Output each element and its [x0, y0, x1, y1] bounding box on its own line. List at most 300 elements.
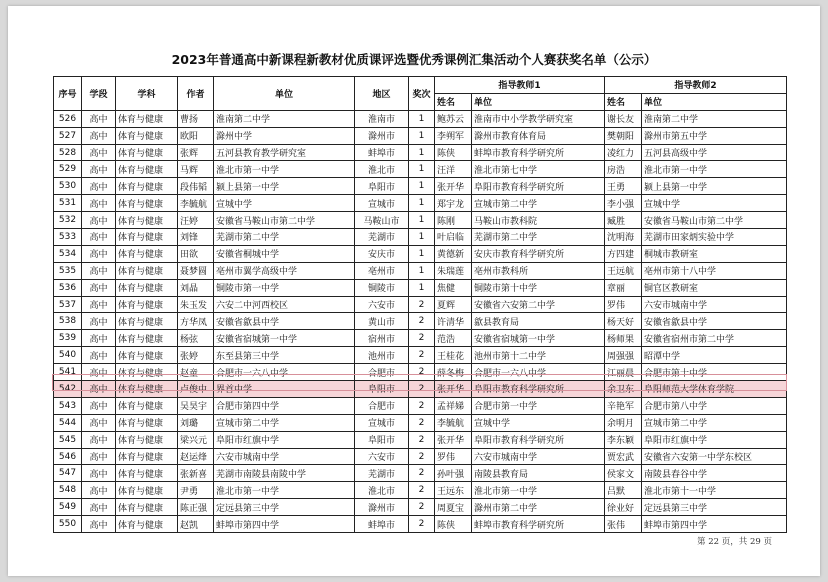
cell-subject: 体育与健康: [116, 161, 178, 178]
cell-mentor2-unit: 亳州市第十八中学: [642, 262, 787, 279]
cell-seq: 547: [54, 465, 82, 482]
cell-mentor1-name: 李朔军: [435, 127, 472, 144]
cell-mentor1-name: 薛冬梅: [435, 364, 472, 381]
cell-stage: 高中: [82, 245, 116, 262]
cell-mentor2-name: 周强强: [605, 347, 642, 364]
cell-mentor1-name: 孟祥娣: [435, 397, 472, 414]
cell-unit: 安徽省马鞍山市第二中学: [214, 212, 355, 229]
cell-mentor1-name: 许清华: [435, 313, 472, 330]
cell-region: 阜阳市: [355, 431, 409, 448]
cell-stage: 高中: [82, 330, 116, 347]
cell-mentor1-unit: 芜湖市第二中学: [472, 229, 605, 246]
cell-mentor1-unit: 歙县教育局: [472, 313, 605, 330]
cell-mentor1-unit: 滁州市第二中学: [472, 499, 605, 516]
table-row: [54, 144, 787, 161]
cell-subject: 体育与健康: [116, 127, 178, 144]
cell-award: 1: [409, 279, 435, 296]
cell-stage: 高中: [82, 381, 116, 398]
cell-mentor1-name: 陈刚: [435, 212, 472, 229]
cell-region: 铜陵市: [355, 279, 409, 296]
cell-mentor2-unit: 宣城中学: [642, 195, 787, 212]
cell-unit: 阜阳市红旗中学: [214, 431, 355, 448]
cell-unit: 合肥市第四中学: [214, 397, 355, 414]
cell-stage: 高中: [82, 347, 116, 364]
cell-stage: 高中: [82, 364, 116, 381]
cell-award: 1: [409, 212, 435, 229]
cell-award: 2: [409, 381, 435, 398]
cell-mentor2-unit: 颍上县第一中学: [642, 178, 787, 195]
cell-seq: 535: [54, 262, 82, 279]
col-subject: 学科: [116, 77, 178, 111]
cell-mentor2-name: 杨师果: [605, 330, 642, 347]
cell-mentor2-unit: 芜湖市田家炳实验中学: [642, 229, 787, 246]
cell-author: 赵运烽: [178, 448, 214, 465]
col-region: 地区: [355, 77, 409, 111]
cell-mentor1-name: 王桂花: [435, 347, 472, 364]
col-mentor2: 指导教师2: [605, 77, 787, 94]
cell-author: 赵童: [178, 364, 214, 381]
cell-stage: 高中: [82, 414, 116, 431]
cell-award: 1: [409, 127, 435, 144]
cell-unit: 安徽省桐城中学: [214, 245, 355, 262]
cell-seq: 548: [54, 482, 82, 499]
cell-mentor1-name: 夏辉: [435, 296, 472, 313]
cell-region: 芜湖市: [355, 465, 409, 482]
cell-mentor2-unit: 桐城市教研室: [642, 245, 787, 262]
cell-mentor1-name: 孙叶强: [435, 465, 472, 482]
cell-region: 宣城市: [355, 195, 409, 212]
cell-unit: 淮北市第一中学: [214, 482, 355, 499]
cell-mentor2-unit: 阜阳师范大学体育学院: [642, 381, 787, 398]
cell-stage: 高中: [82, 482, 116, 499]
cell-mentor1-name: 张开华: [435, 381, 472, 398]
cell-author: 马辉: [178, 161, 214, 178]
cell-seq: 532: [54, 212, 82, 229]
header-row-1: [54, 77, 787, 94]
cell-mentor1-unit: 六安市城南中学: [472, 448, 605, 465]
table-row: [54, 448, 787, 465]
cell-subject: 体育与健康: [116, 364, 178, 381]
cell-mentor1-unit: 安庆市教育科学研究所: [472, 245, 605, 262]
cell-subject: 体育与健康: [116, 195, 178, 212]
cell-region: 安庆市: [355, 245, 409, 262]
table-row: [54, 262, 787, 279]
cell-region: 阜阳市: [355, 381, 409, 398]
cell-mentor1-unit: 合肥市第一中学: [472, 397, 605, 414]
cell-author: 张新喜: [178, 465, 214, 482]
table-row: [54, 482, 787, 499]
cell-subject: 体育与健康: [116, 482, 178, 499]
cell-region: 六安市: [355, 448, 409, 465]
cell-stage: 高中: [82, 431, 116, 448]
cell-mentor2-name: 凌红力: [605, 144, 642, 161]
cell-award: 1: [409, 178, 435, 195]
cell-seq: 541: [54, 364, 82, 381]
cell-mentor1-name: 王远东: [435, 482, 472, 499]
cell-mentor2-name: 李小强: [605, 195, 642, 212]
cell-stage: 高中: [82, 465, 116, 482]
cell-mentor1-name: 汪洋: [435, 161, 472, 178]
cell-award: 1: [409, 262, 435, 279]
table-row: [54, 195, 787, 212]
cell-award: 1: [409, 110, 435, 127]
cell-unit: 六安市城南中学: [214, 448, 355, 465]
cell-mentor1-name: 郑宇龙: [435, 195, 472, 212]
table-row: [54, 465, 787, 482]
cell-stage: 高中: [82, 110, 116, 127]
cell-mentor2-unit: 滁州市第五中学: [642, 127, 787, 144]
cell-seq: 546: [54, 448, 82, 465]
cell-mentor2-unit: 昭潭中学: [642, 347, 787, 364]
cell-mentor1-unit: 淮南市中小学教学研究室: [472, 110, 605, 127]
cell-subject: 体育与健康: [116, 229, 178, 246]
cell-unit: 定远县第三中学: [214, 499, 355, 516]
table-row: [54, 127, 787, 144]
col-mentor2-unit: 单位: [642, 93, 787, 110]
cell-subject: 体育与健康: [116, 279, 178, 296]
cell-mentor2-name: 余卫东: [605, 381, 642, 398]
cell-mentor2-name: 沈明海: [605, 229, 642, 246]
cell-seq: 539: [54, 330, 82, 347]
cell-mentor1-name: 张开华: [435, 178, 472, 195]
cell-mentor1-unit: 池州市第十二中学: [472, 347, 605, 364]
cell-unit: 淮南第二中学: [214, 110, 355, 127]
cell-subject: 体育与健康: [116, 465, 178, 482]
cell-mentor2-unit: 合肥市第十中学: [642, 364, 787, 381]
cell-region: 滁州市: [355, 499, 409, 516]
cell-award: 2: [409, 364, 435, 381]
cell-stage: 高中: [82, 127, 116, 144]
cell-region: 淮北市: [355, 161, 409, 178]
table-row: [54, 347, 787, 364]
cell-subject: 体育与健康: [116, 516, 178, 533]
cell-mentor1-unit: 蚌埠市教育科学研究所: [472, 516, 605, 533]
cell-stage: 高中: [82, 296, 116, 313]
cell-mentor2-name: 李东颖: [605, 431, 642, 448]
cell-mentor1-unit: 南陵县教育局: [472, 465, 605, 482]
cell-subject: 体育与健康: [116, 499, 178, 516]
cell-subject: 体育与健康: [116, 245, 178, 262]
cell-author: 欧阳: [178, 127, 214, 144]
cell-stage: 高中: [82, 212, 116, 229]
cell-stage: 高中: [82, 499, 116, 516]
cell-subject: 体育与健康: [116, 431, 178, 448]
cell-mentor1-unit: 合肥市一六八中学: [472, 364, 605, 381]
cell-author: 张婷: [178, 347, 214, 364]
cell-mentor2-name: 余明月: [605, 414, 642, 431]
cell-region: 芜湖市: [355, 229, 409, 246]
cell-author: 陈正强: [178, 499, 214, 516]
col-mentor2-name: 姓名: [605, 93, 642, 110]
cell-mentor1-unit: 阜阳市教育科学研究所: [472, 178, 605, 195]
col-stage: 学段: [82, 77, 116, 111]
cell-author: 曹扬: [178, 110, 214, 127]
cell-mentor1-name: 黄德新: [435, 245, 472, 262]
cell-subject: 体育与健康: [116, 110, 178, 127]
cell-stage: 高中: [82, 229, 116, 246]
cell-stage: 高中: [82, 313, 116, 330]
cell-award: 2: [409, 296, 435, 313]
cell-mentor2-unit: 南陵县春谷中学: [642, 465, 787, 482]
cell-seq: 542: [54, 381, 82, 398]
table-row: [54, 364, 787, 381]
cell-unit: 蚌埠市第四中学: [214, 516, 355, 533]
cell-mentor1-name: 张开华: [435, 431, 472, 448]
cell-mentor2-name: 江丽晨: [605, 364, 642, 381]
cell-seq: 528: [54, 144, 82, 161]
cell-mentor1-unit: 铜陵市第十中学: [472, 279, 605, 296]
cell-unit: 六安二中河西校区: [214, 296, 355, 313]
cell-author: 梁兴元: [178, 431, 214, 448]
cell-mentor2-unit: 铜官区教研室: [642, 279, 787, 296]
cell-mentor2-unit: 六安市城南中学: [642, 296, 787, 313]
cell-award: 2: [409, 448, 435, 465]
col-mentor1-unit: 单位: [472, 93, 605, 110]
cell-mentor1-unit: 淮北市第一中学: [472, 482, 605, 499]
cell-mentor1-name: 李毓航: [435, 414, 472, 431]
cell-unit: 宣城中学: [214, 195, 355, 212]
cell-author: 段伟韬: [178, 178, 214, 195]
cell-unit: 芜湖市第二中学: [214, 229, 355, 246]
cell-stage: 高中: [82, 516, 116, 533]
cell-region: 阜阳市: [355, 178, 409, 195]
cell-award: 2: [409, 516, 435, 533]
cell-seq: 537: [54, 296, 82, 313]
cell-region: 宣城市: [355, 414, 409, 431]
cell-seq: 540: [54, 347, 82, 364]
cell-mentor1-name: 鲍苏云: [435, 110, 472, 127]
cell-unit: 亳州市翼学高级中学: [214, 262, 355, 279]
cell-mentor2-unit: 五河县高级中学: [642, 144, 787, 161]
cell-mentor2-name: 罗伟: [605, 296, 642, 313]
cell-author: 刘璐: [178, 414, 214, 431]
cell-mentor2-name: 方四建: [605, 245, 642, 262]
table-row: [54, 110, 787, 127]
cell-region: 六安市: [355, 296, 409, 313]
cell-region: 合肥市: [355, 397, 409, 414]
cell-award: 1: [409, 195, 435, 212]
cell-mentor1-unit: 宣城中学: [472, 414, 605, 431]
cell-mentor1-name: 朱瑞莲: [435, 262, 472, 279]
cell-mentor2-unit: 阜阳市红旗中学: [642, 431, 787, 448]
cell-mentor2-unit: 合肥市第八中学: [642, 397, 787, 414]
cell-subject: 体育与健康: [116, 330, 178, 347]
cell-subject: 体育与健康: [116, 448, 178, 465]
cell-mentor1-unit: 阜阳市教育科学研究所: [472, 381, 605, 398]
cell-award: 1: [409, 245, 435, 262]
col-mentor1-name: 姓名: [435, 93, 472, 110]
cell-mentor2-name: 王远航: [605, 262, 642, 279]
table-row: [54, 161, 787, 178]
cell-award: 2: [409, 465, 435, 482]
cell-seq: 529: [54, 161, 82, 178]
cell-author: 尹勇: [178, 482, 214, 499]
cell-mentor2-unit: 安徽省马鞍山市第二中学: [642, 212, 787, 229]
cell-mentor1-name: 陈侠: [435, 144, 472, 161]
cell-unit: 铜陵市第一中学: [214, 279, 355, 296]
cell-mentor1-name: 范浩: [435, 330, 472, 347]
cell-award: 2: [409, 499, 435, 516]
cell-region: 淮南市: [355, 110, 409, 127]
cell-author: 赵凯: [178, 516, 214, 533]
cell-award: 1: [409, 161, 435, 178]
table-row: [54, 414, 787, 431]
cell-author: 卢俊中: [178, 381, 214, 398]
cell-subject: 体育与健康: [116, 313, 178, 330]
table-row: [54, 516, 787, 533]
cell-region: 合肥市: [355, 364, 409, 381]
table-row: [54, 296, 787, 313]
cell-seq: 526: [54, 110, 82, 127]
cell-author: 李毓航: [178, 195, 214, 212]
table-row: [54, 212, 787, 229]
cell-mentor2-name: 谢长友: [605, 110, 642, 127]
cell-award: 2: [409, 431, 435, 448]
cell-mentor2-name: 臧胜: [605, 212, 642, 229]
cell-author: 张辉: [178, 144, 214, 161]
col-unit: 单位: [214, 77, 355, 111]
cell-author: 朱玉发: [178, 296, 214, 313]
table-row: [54, 431, 787, 448]
cell-seq: 538: [54, 313, 82, 330]
cell-mentor1-unit: 蚌埠市教育科学研究所: [472, 144, 605, 161]
cell-seq: 543: [54, 397, 82, 414]
table-row: [54, 330, 787, 347]
cell-region: 池州市: [355, 347, 409, 364]
cell-author: 方华凤: [178, 313, 214, 330]
cell-stage: 高中: [82, 262, 116, 279]
cell-seq: 544: [54, 414, 82, 431]
cell-award: 2: [409, 347, 435, 364]
cell-seq: 530: [54, 178, 82, 195]
cell-mentor2-name: 徐业好: [605, 499, 642, 516]
cell-unit: 芜湖市南陵县南陵中学: [214, 465, 355, 482]
cell-unit: 安徽省宿城第一中学: [214, 330, 355, 347]
col-award: 奖次: [409, 77, 435, 111]
cell-mentor2-unit: 安徽省宿州市第二中学: [642, 330, 787, 347]
cell-region: 马鞍山市: [355, 212, 409, 229]
award-table: [53, 76, 787, 533]
cell-stage: 高中: [82, 178, 116, 195]
table-row: [54, 381, 787, 398]
table-row: [54, 313, 787, 330]
page-number: 第 22 页，共 29 页: [697, 537, 772, 547]
cell-mentor2-unit: 淮南第二中学: [642, 110, 787, 127]
cell-seq: 549: [54, 499, 82, 516]
cell-subject: 体育与健康: [116, 212, 178, 229]
cell-mentor1-name: 陈侠: [435, 516, 472, 533]
cell-mentor2-unit: 蚌埠市第四中学: [642, 516, 787, 533]
cell-author: 杨弦: [178, 330, 214, 347]
cell-award: 1: [409, 229, 435, 246]
cell-region: 滁州市: [355, 127, 409, 144]
cell-mentor2-name: 樊朝阳: [605, 127, 642, 144]
cell-stage: 高中: [82, 397, 116, 414]
cell-subject: 体育与健康: [116, 296, 178, 313]
table-row: [54, 279, 787, 296]
cell-award: 1: [409, 144, 435, 161]
cell-mentor1-unit: 安徽省六安第二中学: [472, 296, 605, 313]
cell-mentor1-name: 焦健: [435, 279, 472, 296]
cell-subject: 体育与健康: [116, 381, 178, 398]
cell-award: 2: [409, 482, 435, 499]
cell-unit: 安徽省歙县中学: [214, 313, 355, 330]
cell-unit: 合肥市一六八中学: [214, 364, 355, 381]
table-row: [54, 245, 787, 262]
cell-region: 蚌埠市: [355, 144, 409, 161]
cell-subject: 体育与健康: [116, 262, 178, 279]
cell-mentor2-unit: 淮北市第一中学: [642, 161, 787, 178]
cell-author: 吴昊宇: [178, 397, 214, 414]
cell-mentor2-name: 辛艳军: [605, 397, 642, 414]
cell-seq: 533: [54, 229, 82, 246]
cell-subject: 体育与健康: [116, 397, 178, 414]
cell-stage: 高中: [82, 161, 116, 178]
cell-award: 2: [409, 313, 435, 330]
cell-author: 汪婷: [178, 212, 214, 229]
cell-region: 黄山市: [355, 313, 409, 330]
cell-mentor2-name: 房浩: [605, 161, 642, 178]
cell-award: 2: [409, 330, 435, 347]
cell-mentor1-unit: 宣城市第二中学: [472, 195, 605, 212]
cell-seq: 527: [54, 127, 82, 144]
cell-mentor2-unit: 定远县第三中学: [642, 499, 787, 516]
cell-stage: 高中: [82, 195, 116, 212]
cell-mentor1-unit: 淮北市第七中学: [472, 161, 605, 178]
cell-mentor1-name: 叶启临: [435, 229, 472, 246]
cell-mentor2-name: 贾宏武: [605, 448, 642, 465]
cell-unit: 界首中学: [214, 381, 355, 398]
cell-mentor2-unit: 宣城市第二中学: [642, 414, 787, 431]
cell-author: 刘晶: [178, 279, 214, 296]
cell-mentor1-unit: 安徽省宿城第一中学: [472, 330, 605, 347]
cell-mentor1-unit: 马鞍山市教科院: [472, 212, 605, 229]
col-author: 作者: [178, 77, 214, 111]
cell-author: 刘锋: [178, 229, 214, 246]
cell-subject: 体育与健康: [116, 144, 178, 161]
document-page: [8, 6, 820, 576]
cell-subject: 体育与健康: [116, 178, 178, 195]
cell-mentor1-unit: 亳州市教科所: [472, 262, 605, 279]
cell-seq: 534: [54, 245, 82, 262]
table-body: [54, 110, 787, 532]
cell-mentor1-unit: 阜阳市教育科学研究所: [472, 431, 605, 448]
cell-unit: 东至县第三中学: [214, 347, 355, 364]
cell-region: 亳州市: [355, 262, 409, 279]
cell-unit: 五河县教育教学研究室: [214, 144, 355, 161]
table-row: [54, 397, 787, 414]
page-title: 2023年普通高中新课程新教材优质课评选暨优秀课例汇集活动个人赛获奖名单（公示）: [171, 52, 657, 67]
cell-region: 宿州市: [355, 330, 409, 347]
cell-award: 2: [409, 397, 435, 414]
cell-seq: 545: [54, 431, 82, 448]
col-seq: 序号: [54, 77, 82, 111]
cell-award: 2: [409, 414, 435, 431]
cell-subject: 体育与健康: [116, 347, 178, 364]
cell-mentor1-unit: 滁州市教育体育局: [472, 127, 605, 144]
cell-mentor2-unit: 淮北市第十一中学: [642, 482, 787, 499]
cell-mentor2-name: 章丽: [605, 279, 642, 296]
cell-stage: 高中: [82, 448, 116, 465]
cell-mentor1-name: 周夏宝: [435, 499, 472, 516]
cell-author: 聂梦圆: [178, 262, 214, 279]
cell-seq: 536: [54, 279, 82, 296]
cell-author: 田欲: [178, 245, 214, 262]
cell-stage: 高中: [82, 144, 116, 161]
cell-mentor2-name: 王勇: [605, 178, 642, 195]
cell-mentor2-name: 吕默: [605, 482, 642, 499]
table-row: [54, 499, 787, 516]
